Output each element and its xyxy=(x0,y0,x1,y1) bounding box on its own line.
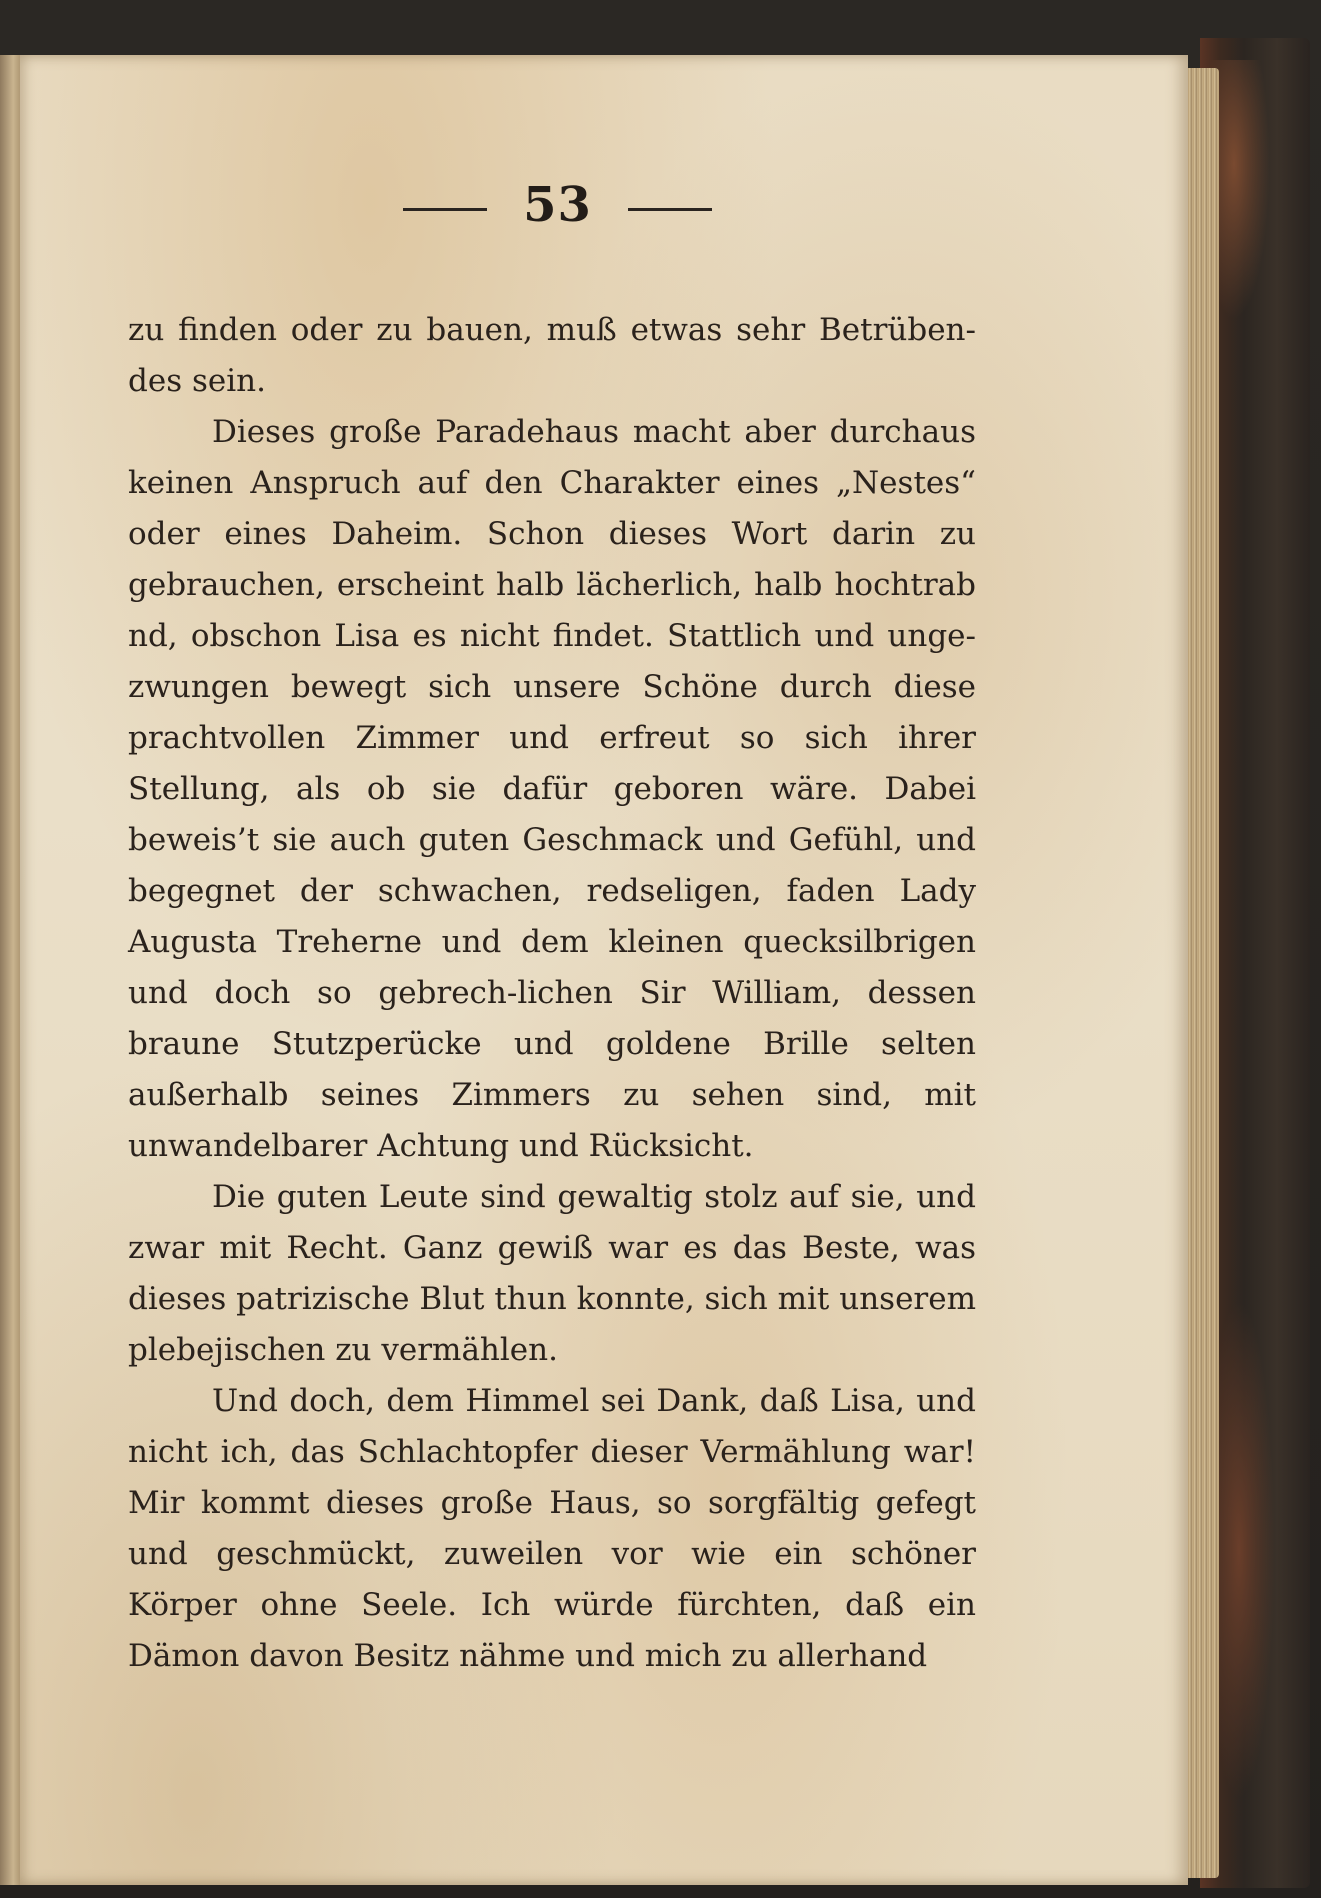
page-header xyxy=(20,170,1095,240)
paragraph: Und doch, dem Himmel sei Dank, daß Lisa, und nicht ich, das Schlachtopfer dieser Vermählung war! Mir kommt dieses große Haus, so sorgfältig gefegt und geschmückt, zuweilen vor wie ein schöner Körper ohne Seele. Ich würde fürchten, daß ein Dämon davon Besitz nähme und mich zu allerhand xyxy=(128,1383,976,1674)
paragraph: Dieses große Paradehaus macht aber durchaus keinen Anspruch auf den Charakter eines „Nestes“ oder eines Daheim. Schon dieses Wort darin zu gebrauchen, erscheint halb lächerlich, halb hochtrab nd, obschon Lisa es nicht findet. Stattlich und unge-zwungen bewegt sich unsere Schöne durch diese prachtvollen Zimmer und erfreut so sich ihrer Stellung, als ob sie dafür geboren wäre. Dabei beweis’t sie auch guten Geschmack und Gefühl, und begegnet der schwachen, redseligen, faden Lady Augusta Treherne und dem kleinen quecksilbrigen und doch so gebrech-lichen Sir William, dessen braune Stutzperücke und goldene Brille selten außerhalb seines Zimmers zu sehen sind, mit unwandelbarer Achtung und Rücksicht. xyxy=(128,414,976,1164)
cover-stain xyxy=(1210,60,1270,320)
page-body xyxy=(128,305,976,1682)
page-number: 53 xyxy=(523,177,592,233)
book-page xyxy=(20,55,1188,1885)
paragraph: Die guten Leute sind gewaltig stolz auf sie, und zwar mit Recht. Ganz gewiß war es das Beste, was dieses patrizische Blut thun konnte, sich mit unserem plebejischen zu vermählen. xyxy=(128,1179,976,1368)
header-rule-right xyxy=(628,208,712,211)
page-edges xyxy=(1183,68,1219,1878)
paragraph: zu finden oder zu bauen, muß etwas sehr Betrüben-des sein. xyxy=(128,312,976,399)
header-rule-left xyxy=(403,208,487,211)
cover-stain xyxy=(1215,1300,1275,1800)
previous-page-edge xyxy=(0,55,22,1885)
